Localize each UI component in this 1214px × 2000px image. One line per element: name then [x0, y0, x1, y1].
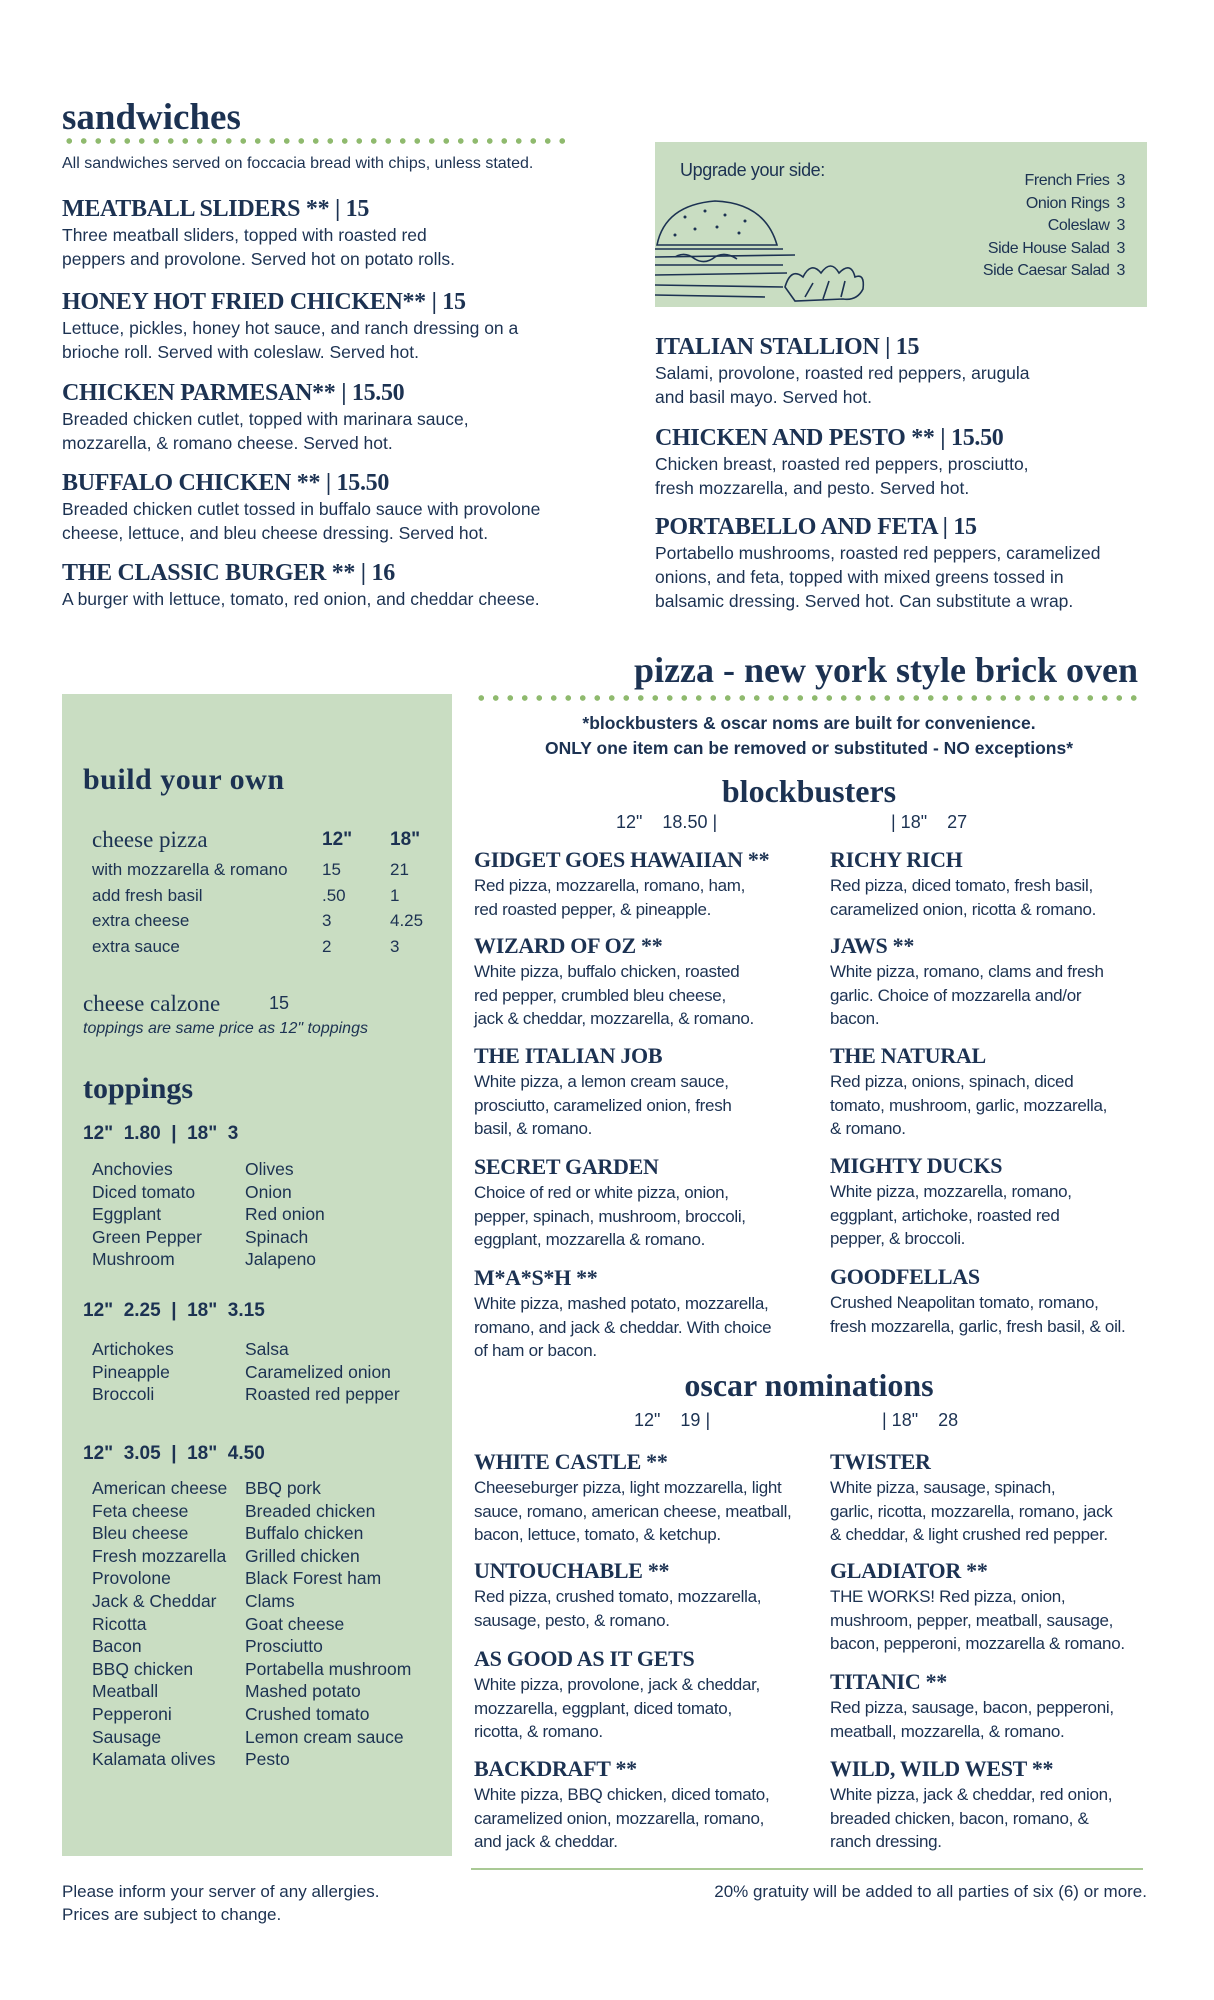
item-description: White pizza, romano, clams and fresh	[830, 962, 1104, 981]
menu-item	[62, 559, 622, 611]
item-description: Red pizza, onions, spinach, diced	[830, 1072, 1074, 1091]
side-item	[1025, 170, 1126, 192]
topping-item: Breaded chicken	[245, 1500, 376, 1521]
topping-item: Feta cheese	[92, 1500, 189, 1521]
item-description: & cheddar, & light crushed red pepper.	[830, 1525, 1108, 1544]
topping-item: Artichokes	[92, 1339, 174, 1359]
item-description: Breaded chicken cutlet, topped with marinara sauce,	[62, 409, 469, 429]
item-description: White pizza, buffalo chicken, roasted	[474, 962, 740, 981]
topping-item: BBQ pork	[245, 1478, 321, 1498]
item-description: eggplant, artichoke, roasted red	[830, 1205, 1060, 1225]
gratuity-note: 20% gratuity will be added to all parties of six (6) or more.	[714, 1882, 1147, 1901]
menu-item	[655, 333, 1214, 409]
topping-item: American cheese	[92, 1478, 228, 1498]
item-title: GIDGET GOES HAWAIIAN **	[474, 847, 770, 872]
dotted-divider	[62, 138, 570, 144]
item-description: jack & cheddar, mozzarella, & romano.	[474, 1009, 754, 1028]
side-price: 3	[1116, 194, 1125, 212]
topping-item: Fresh mozzarella	[92, 1545, 227, 1566]
pizza-note-line-2: ONLY one item can be removed or substituted - NO exceptions*	[544, 738, 1074, 758]
burger-illustration-icon	[655, 197, 905, 307]
menu-item	[830, 1042, 1214, 1141]
topping-item: Anchovies	[92, 1159, 173, 1179]
topping-item: Pepperoni	[92, 1704, 172, 1724]
item-description: garlic, ricotta, mozzarella, romano, jack	[830, 1501, 1113, 1521]
size-12-header: 12"	[322, 829, 353, 850]
item-title: AS GOOD AS IT GETS	[474, 1646, 695, 1671]
topping-item: Onion	[245, 1181, 292, 1202]
option-label: add fresh basil	[92, 885, 203, 905]
oscar-price-18: | 18" 28	[882, 1410, 959, 1430]
item-description: Red pizza, sausage, bacon, pepperoni,	[830, 1698, 1114, 1717]
side-name: French Fries	[1024, 172, 1110, 189]
item-description: red pepper, crumbled bleu cheese,	[474, 985, 726, 1005]
topping-item: BBQ chicken	[92, 1658, 194, 1679]
menu-item	[830, 932, 1214, 1031]
oscar-heading: oscar nominations	[684, 1367, 934, 1403]
item-title: MIGHTY DUCKS	[830, 1153, 1003, 1178]
item-description: garlic. Choice of mozzarella and/or	[830, 985, 1082, 1005]
item-description: onions, and feta, topped with mixed greens tossed in	[655, 567, 1064, 587]
item-description: balsamic dressing. Served hot. Can substitute a wrap.	[655, 591, 1074, 611]
option-label: extra sauce	[92, 937, 180, 957]
item-title: CHICKEN AND PESTO ** | 15.50	[655, 425, 1004, 451]
topping-item: Jalapeno	[245, 1249, 317, 1270]
topping-item: Salsa	[245, 1339, 289, 1359]
topping-item: Meatball	[92, 1681, 159, 1702]
item-description: and jack & cheddar.	[474, 1832, 618, 1851]
topping-item: Jack & Cheddar	[92, 1591, 217, 1611]
topping-item: Bleu cheese	[92, 1523, 189, 1544]
item-description: White pizza, a lemon cream sauce,	[474, 1072, 729, 1091]
item-description: eggplant, mozzarella & romano.	[474, 1230, 706, 1249]
item-title: UNTOUCHABLE **	[474, 1558, 670, 1583]
topping-item: Olives	[245, 1159, 294, 1179]
topping-item: Prosciutto	[245, 1636, 323, 1657]
item-description: sausage, pesto, & romano.	[474, 1610, 670, 1630]
menu-item	[830, 1448, 1214, 1547]
menu-item	[830, 846, 1214, 921]
side-item	[1048, 215, 1125, 237]
topping-item: Red onion	[245, 1204, 325, 1225]
item-title: TWISTER	[830, 1449, 931, 1474]
sandwiches-heading: sandwiches	[62, 97, 241, 138]
calzone-price: 15	[269, 993, 290, 1013]
price-18: 4.25	[390, 911, 424, 931]
item-description: ranch dressing.	[830, 1832, 942, 1851]
menu-item	[62, 195, 622, 271]
item-description: mozzarella, & romano cheese. Served hot.	[62, 433, 393, 453]
pizza-note-line-1: *blockbusters & oscar noms are built for convenience.	[582, 713, 1036, 733]
item-description: Chicken breast, roasted red peppers, prosciutto,	[655, 454, 1029, 474]
menu-item	[830, 1152, 1214, 1251]
item-description: White pizza, BBQ chicken, diced tomato,	[474, 1785, 770, 1804]
menu-item	[62, 288, 622, 364]
topping-item: Clams	[245, 1591, 295, 1611]
footer-divider	[471, 1868, 1143, 1870]
topping-item: Mushroom	[92, 1249, 175, 1270]
item-description: fresh mozzarella, garlic, fresh basil, & oil.	[830, 1316, 1126, 1336]
item-description: romano, and jack & cheddar. With choice	[474, 1317, 772, 1337]
side-price: 3	[1116, 217, 1125, 235]
item-description: basil, & romano.	[474, 1119, 593, 1138]
topping-item: Roasted red pepper	[245, 1384, 400, 1405]
topping-item: Sausage	[92, 1726, 162, 1747]
cheese-pizza-label: cheese pizza	[92, 827, 208, 852]
item-description: of ham or bacon.	[474, 1341, 597, 1360]
side-item	[983, 260, 1125, 282]
item-description: brioche roll. Served with coleslaw. Served hot.	[62, 342, 419, 362]
topping-item: Green Pepper	[92, 1226, 202, 1247]
item-description: caramelized onion, ricotta & romano.	[830, 899, 1097, 919]
side-name: Side Caesar Salad	[982, 262, 1110, 280]
item-description: peppers and provolone. Served hot on potato rolls.	[62, 249, 456, 269]
item-description: pepper, spinach, mushroom, broccoli,	[474, 1206, 746, 1226]
topping-item: Eggplant	[92, 1204, 162, 1225]
upgrade-side-box	[655, 142, 1147, 307]
item-description: Red pizza, diced tomato, fresh basil,	[830, 876, 1093, 895]
item-title: BUFFALO CHICKEN ** | 15.50	[62, 470, 390, 496]
menu-item	[62, 379, 622, 455]
item-title: JAWS **	[830, 933, 915, 958]
dotted-divider	[474, 695, 1144, 701]
item-description: red roasted pepper, & pineapple.	[474, 899, 712, 919]
item-title: THE CLASSIC BURGER ** | 16	[62, 560, 395, 586]
calzone-note: toppings are same price as 12" toppings	[83, 1020, 368, 1037]
size-18-header: 18"	[390, 829, 421, 850]
price-18: 1	[390, 885, 400, 905]
item-description: prosciutto, caramelized onion, fresh	[474, 1095, 732, 1115]
item-title: GOODFELLAS	[830, 1264, 980, 1289]
topping-item: Ricotta	[92, 1613, 147, 1634]
item-title: M*A*S*H **	[474, 1265, 598, 1290]
topping-item: Diced tomato	[92, 1181, 196, 1202]
item-description: Three meatball sliders, topped with roasted red	[62, 225, 427, 245]
item-title: GLADIATOR **	[830, 1558, 988, 1583]
build-your-own-panel	[62, 694, 452, 1856]
item-description: Salami, provolone, roasted red peppers, arugula	[655, 363, 1030, 383]
item-title: CHICKEN PARMESAN** | 15.50	[62, 380, 405, 406]
topping-item: Mashed potato	[245, 1681, 361, 1702]
topping-item: Caramelized onion	[245, 1361, 391, 1382]
item-description: White pizza, mashed potato, mozzarella,	[474, 1294, 769, 1313]
blockbusters-price-12: 12" 18.50 |	[616, 812, 718, 832]
item-title: HONEY HOT FRIED CHICKEN** | 15	[62, 289, 466, 315]
tier-price-header: 12" 3.05 | 18" 4.50	[83, 1443, 265, 1464]
topping-item: Broccoli	[92, 1384, 155, 1405]
item-title: SECRET GARDEN	[474, 1154, 659, 1179]
topping-item: Bacon	[92, 1636, 142, 1657]
item-description: bacon, lettuce, tomato, & ketchup.	[474, 1525, 721, 1544]
item-description: and basil mayo. Served hot.	[655, 387, 872, 407]
prices-note: Prices are subject to change.	[62, 1905, 282, 1924]
toppings-heading: toppings	[83, 1072, 194, 1105]
topping-item: Kalamata olives	[92, 1749, 216, 1770]
item-description: sauce, romano, american cheese, meatball,	[474, 1501, 792, 1521]
item-description: Cheeseburger pizza, light mozzarella, light	[474, 1478, 782, 1497]
menu-item	[830, 1263, 1214, 1338]
item-description: pepper, & broccoli.	[830, 1229, 966, 1248]
item-description: mushroom, pepper, meatball, sausage,	[830, 1610, 1114, 1630]
calzone-label: cheese calzone	[83, 991, 221, 1016]
price-12: 3	[322, 911, 332, 931]
option-label: with mozzarella & romano	[92, 860, 288, 879]
item-title: BACKDRAFT **	[474, 1756, 637, 1781]
item-title: TITANIC **	[830, 1669, 948, 1694]
item-title: PORTABELLO AND FETA | 15	[655, 514, 977, 540]
item-description: Portabello mushrooms, roasted red peppers, caramelized	[655, 543, 1101, 563]
tier-price-header: 12" 1.80 | 18" 3	[83, 1123, 239, 1144]
item-description: THE WORKS! Red pizza, onion,	[830, 1587, 1066, 1606]
item-description: Red pizza, crushed tomato, mozzarella,	[474, 1587, 762, 1606]
item-description: breaded chicken, bacon, romano, &	[830, 1808, 1089, 1828]
menu-item	[655, 513, 1214, 613]
item-description: cheese, lettuce, and bleu cheese dressing. Served hot.	[62, 523, 489, 543]
item-title: RICHY RICH	[830, 847, 963, 872]
side-price: 3	[1116, 172, 1125, 189]
item-description: mozzarella, eggplant, diced tomato,	[474, 1698, 732, 1718]
item-description: Choice of red or white pizza, onion,	[474, 1183, 729, 1202]
topping-item: Provolone	[92, 1568, 171, 1589]
item-description: Breaded chicken cutlet tossed in buffalo sauce with provolone	[62, 499, 541, 519]
side-item	[988, 238, 1125, 260]
item-title: ITALIAN STALLION | 15	[655, 334, 920, 360]
menu-item	[830, 1668, 1214, 1743]
build-your-own-heading: build your own	[83, 763, 285, 796]
item-description: bacon.	[830, 1009, 880, 1028]
item-description: White pizza, sausage, spinach,	[830, 1478, 1056, 1497]
item-description: tomato, mushroom, garlic, mozzarella,	[830, 1095, 1108, 1115]
menu-item	[830, 1557, 1214, 1656]
price-12: .50	[322, 885, 346, 905]
topping-item: Portabella mushroom	[245, 1658, 412, 1679]
tier-price-header: 12" 2.25 | 18" 3.15	[83, 1300, 265, 1321]
topping-item: Crushed tomato	[245, 1704, 370, 1724]
item-description: Crushed Neapolitan tomato, romano,	[830, 1293, 1099, 1312]
option-label: extra cheese	[92, 911, 190, 931]
item-title: WHITE CASTLE **	[474, 1449, 668, 1474]
price-12: 15	[322, 860, 341, 879]
item-description: fresh mozzarella, and pesto. Served hot.	[655, 478, 970, 498]
item-description: bacon, pepperoni, mozzarella & romano.	[830, 1634, 1125, 1653]
item-description: caramelized onion, mozzarella, romano,	[474, 1808, 765, 1828]
oscar-price-12: 12" 19 |	[634, 1410, 711, 1430]
menu-item	[830, 1755, 1214, 1854]
topping-item: Goat cheese	[245, 1613, 345, 1634]
item-title: WILD, WILD WEST **	[830, 1756, 1054, 1781]
side-name: Onion Rings	[1025, 194, 1110, 212]
item-title: WIZARD OF OZ **	[474, 933, 663, 958]
topping-item: Buffalo chicken	[245, 1523, 364, 1544]
topping-item: Grilled chicken	[245, 1545, 360, 1566]
item-description: & romano.	[830, 1119, 906, 1138]
item-description: White pizza, mozzarella, romano,	[830, 1182, 1072, 1201]
menu-item	[62, 469, 622, 545]
upgrade-label: Upgrade your side:	[680, 160, 825, 180]
item-title: THE ITALIAN JOB	[474, 1043, 663, 1068]
blockbusters-heading: blockbusters	[721, 773, 897, 809]
item-title: MEATBALL SLIDERS ** | 15	[62, 196, 370, 222]
price-12: 2	[322, 937, 332, 957]
sandwiches-subtitle: All sandwiches served on foccacia bread with chips, unless stated.	[62, 155, 534, 172]
item-description: ricotta, & romano.	[474, 1722, 603, 1741]
side-name: Side House Salad	[987, 239, 1110, 257]
blockbusters-price-18: | 18" 27	[891, 812, 968, 832]
item-description: Lettuce, pickles, honey hot sauce, and ranch dressing on a	[62, 318, 519, 338]
item-title: THE NATURAL	[830, 1043, 986, 1068]
item-description: meatball, mozzarella, & romano.	[830, 1721, 1065, 1741]
topping-item: Black Forest ham	[245, 1568, 382, 1589]
side-price: 3	[1116, 262, 1125, 280]
allergy-note: Please inform your server of any allergies.	[62, 1882, 380, 1901]
topping-item: Pesto	[245, 1749, 290, 1770]
topping-item: Spinach	[245, 1226, 309, 1247]
price-18: 3	[390, 937, 400, 957]
item-description: White pizza, jack & cheddar, red onion,	[830, 1785, 1113, 1804]
topping-item: Lemon cream sauce	[245, 1726, 404, 1747]
side-name: Coleslaw	[1047, 217, 1110, 235]
topping-item: Pineapple	[92, 1361, 170, 1382]
side-item	[1026, 193, 1125, 215]
price-18: 21	[390, 860, 409, 879]
item-description: Red pizza, mozzarella, romano, ham,	[474, 876, 746, 895]
menu-item	[655, 424, 1214, 500]
item-description: White pizza, provolone, jack & cheddar,	[474, 1675, 760, 1694]
side-price: 3	[1116, 239, 1125, 257]
pizza-heading: pizza - new york style brick oven	[634, 650, 1138, 690]
item-description: A burger with lettuce, tomato, red onion, and cheddar cheese.	[62, 589, 540, 609]
